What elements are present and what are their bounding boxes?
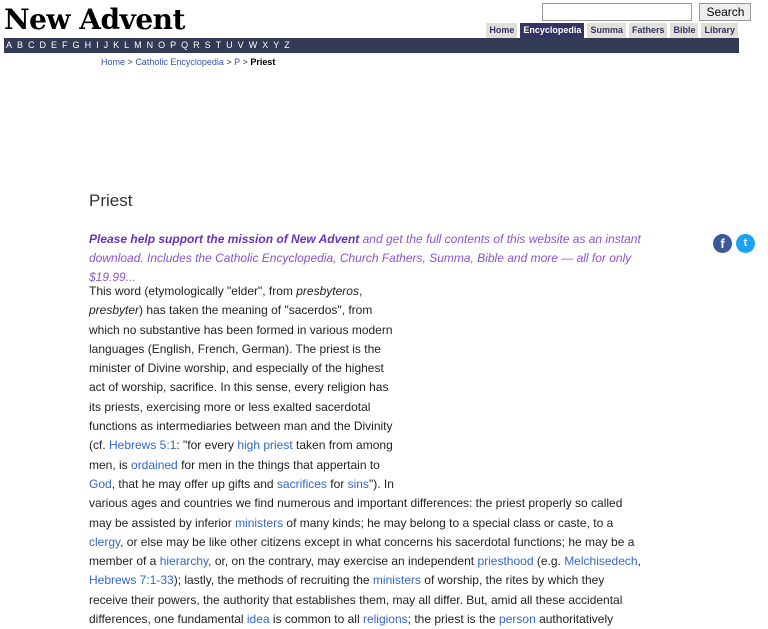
breadcrumb-letter[interactable]: P bbox=[234, 57, 241, 67]
letter-link[interactable]: W bbox=[248, 40, 258, 50]
letter-link[interactable]: C bbox=[28, 40, 35, 50]
link-religions[interactable]: religions bbox=[362, 612, 408, 627]
letter-link[interactable]: P bbox=[170, 40, 177, 50]
social-share bbox=[713, 234, 755, 253]
letter-link[interactable]: Z bbox=[284, 40, 290, 50]
letter-link[interactable]: Q bbox=[181, 40, 189, 50]
breadcrumb-sep: > bbox=[127, 57, 133, 67]
facebook-icon[interactable]: f bbox=[713, 234, 732, 253]
breadcrumb-home[interactable]: Home bbox=[101, 57, 126, 67]
link-ordained[interactable]: ordained bbox=[131, 457, 178, 472]
letter-link[interactable]: U bbox=[226, 40, 233, 50]
link-priesthood[interactable]: priesthood bbox=[477, 554, 534, 569]
letter-link[interactable]: M bbox=[134, 40, 142, 50]
link-high-priest[interactable]: high priest bbox=[237, 438, 293, 453]
letter-link[interactable]: Y bbox=[273, 40, 280, 50]
search-form bbox=[542, 3, 751, 21]
ad-space bbox=[399, 282, 644, 492]
letter-link[interactable]: I bbox=[96, 40, 99, 50]
link-ministers-2[interactable]: ministers bbox=[372, 573, 421, 588]
letter-link[interactable]: E bbox=[51, 40, 58, 50]
breadcrumb bbox=[101, 57, 275, 67]
letter-link[interactable]: X bbox=[262, 40, 269, 50]
promo-text: and get the full contents of this website as an instant download. Includes the Catholic Encyclopedia, Church Fathers, Summa, Bible and more — all for only $19.99... bbox=[89, 232, 641, 284]
link-ministers[interactable]: ministers bbox=[235, 515, 284, 530]
article-body bbox=[89, 282, 644, 629]
letter-link[interactable]: O bbox=[158, 40, 166, 50]
letter-link[interactable]: T bbox=[215, 40, 222, 50]
breadcrumb-encyclopedia[interactable]: Catholic Encyclopedia bbox=[135, 57, 224, 67]
letter-link[interactable]: B bbox=[17, 40, 24, 50]
nav-encyclopedia[interactable]: Encyclopedia bbox=[520, 23, 584, 38]
nav-summa[interactable]: Summa bbox=[587, 23, 626, 38]
link-person[interactable]: person bbox=[499, 612, 536, 627]
letter-link[interactable]: V bbox=[237, 40, 244, 50]
nav-bible[interactable]: Bible bbox=[670, 23, 698, 38]
search-input[interactable] bbox=[542, 3, 692, 21]
letter-link[interactable]: S bbox=[204, 40, 211, 50]
letter-link[interactable]: R bbox=[193, 40, 200, 50]
link-hebrews-7[interactable]: Hebrews 7:1-33 bbox=[89, 573, 174, 588]
link-god[interactable]: God bbox=[89, 476, 112, 491]
link-melchisedech[interactable]: Melchisedech bbox=[564, 554, 638, 569]
letter-link[interactable]: L bbox=[124, 40, 130, 50]
twitter-icon[interactable]: t bbox=[736, 234, 755, 253]
letter-link[interactable]: K bbox=[113, 40, 120, 50]
link-hebrews-5-1[interactable]: Hebrews 5:1 bbox=[109, 438, 177, 453]
search-button[interactable]: Search bbox=[699, 3, 751, 21]
breadcrumb-current: Priest bbox=[250, 57, 276, 67]
alphabet-bar bbox=[4, 38, 739, 53]
nav-home[interactable]: Home bbox=[486, 23, 517, 38]
letter-link[interactable]: A bbox=[6, 40, 13, 50]
breadcrumb-sep: > bbox=[242, 57, 248, 67]
nav-library[interactable]: Library bbox=[701, 23, 738, 38]
letter-link[interactable]: H bbox=[84, 40, 92, 50]
top-navigation bbox=[486, 23, 738, 38]
letter-link[interactable]: D bbox=[39, 40, 47, 50]
page-title: Priest bbox=[89, 191, 133, 210]
support-promo[interactable] bbox=[89, 230, 649, 287]
link-hierarchy[interactable]: hierarchy bbox=[159, 554, 209, 569]
letter-link[interactable]: N bbox=[146, 40, 154, 50]
link-sins[interactable]: sins bbox=[347, 476, 369, 491]
promo-bold: Please help support the mission of New Advent bbox=[89, 232, 360, 246]
letter-link[interactable]: G bbox=[72, 40, 80, 50]
article-paragraph: This word (etymologically "elder", from presbyteros, presbyter) has taken the meaning of "sacerdos", from which no substantive has been formed in various modern languages (English, French, German). The priest is the minister of Divine worship, and especially of the highest act of worship, sacrifice. In this sense, every religion has its priests, exercising more or less exalted sacerdotal functions as intermediaries between man and the Divinity (cf. Hebrews 5:1: "for every high priest taken from among men, is ordained for men in the things that appertain to God, that he may offer up gifts and sacrifices for sins"). In various ages and countries we find numerous and important differences: the priest properly so called may be assisted by inferior ministers of many kinds; he may belong to a special class or caste, to a clergy, or else may be like other citizens except in what concerns his sacerdotal functions; he may be a member of a hierarchy, or, on the contrary, may exercise an independent priesthood (e.g. Melchisedech, Hebrews 7:1-33); lastly, the methods of recruiting the ministers of worship, the rites by which they receive their powers, the authority that establishes them, may all differ. But, amid all these accidental differences, one fundamental idea is common to all religions; the priest is the person authoritatively bbox=[89, 284, 641, 627]
letter-link[interactable]: J bbox=[103, 40, 109, 50]
link-clergy[interactable]: clergy bbox=[89, 534, 121, 549]
nav-fathers[interactable]: Fathers bbox=[629, 23, 668, 38]
link-idea[interactable]: idea bbox=[246, 612, 270, 627]
letter-link[interactable]: F bbox=[62, 40, 68, 50]
site-logo[interactable]: New Advent bbox=[4, 3, 185, 36]
link-sacrifices[interactable]: sacrifices bbox=[276, 476, 327, 491]
breadcrumb-sep: > bbox=[226, 57, 232, 67]
